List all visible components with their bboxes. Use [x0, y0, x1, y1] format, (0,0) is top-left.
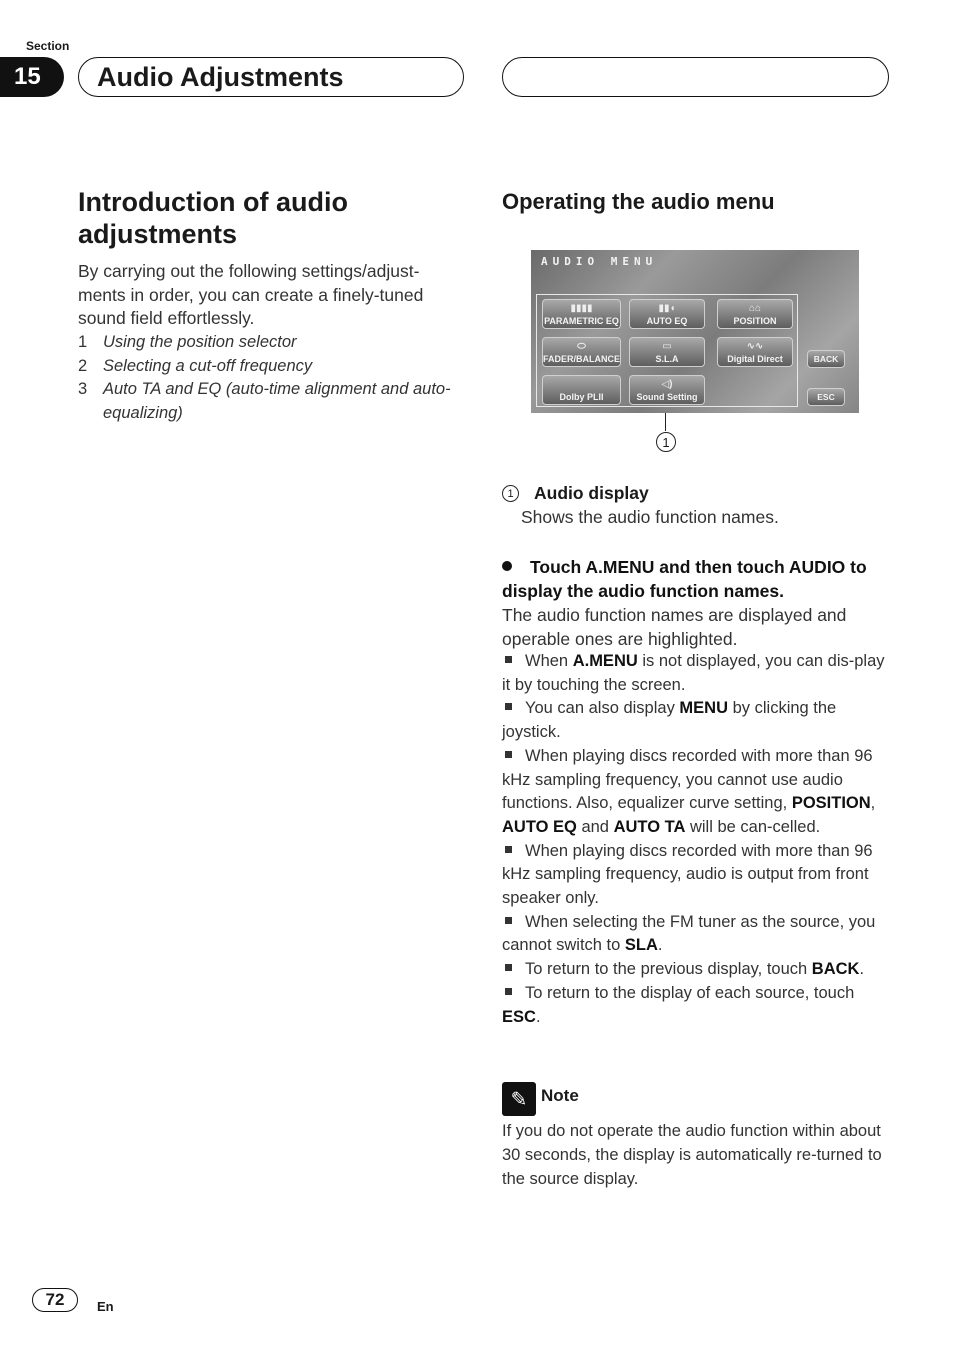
pencil-icon: ✎ — [502, 1082, 536, 1116]
section-number: 15 — [0, 57, 64, 97]
square-bullet-icon — [505, 964, 512, 971]
legend-item — [502, 483, 649, 504]
step-text: Using the position selector — [103, 333, 297, 351]
list-item: When playing discs recorded with more than 96 kHz sampling frequency, you cannot use audio functions. Also, equalizer curve setting, POSITION, AUTO EQ and AUTO TA will be can-celled. — [502, 746, 876, 836]
sla-button[interactable]: ▭ S.L.A — [629, 337, 705, 367]
steps-list — [78, 331, 468, 425]
bullet-list — [502, 650, 892, 1029]
step-text: Auto TA and EQ (auto-time alignment and auto-equalizing) — [103, 380, 451, 422]
page-title: Audio Adjustments — [97, 62, 344, 92]
square-bullet-icon — [505, 751, 512, 758]
back-button[interactable]: BACK — [807, 350, 845, 368]
instruction-block — [502, 555, 890, 651]
step-number: 1 — [78, 333, 88, 351]
wave-icon: ∿∿ — [746, 341, 764, 352]
step-number: 3 — [78, 380, 88, 399]
list-item: You can also display MENU by clicking the joystick. — [502, 699, 837, 742]
intro-heading: Introduction of audio adjustments — [78, 187, 348, 249]
callout-number: 1 — [656, 432, 676, 452]
bullet-dot-icon — [502, 561, 512, 571]
list-item: When playing discs recorded with more than 96 kHz sampling frequency, audio is output from front speaker only. — [502, 841, 873, 908]
level-icon: ▭ — [662, 341, 672, 352]
dolby-pl2-button[interactable]: Dolby PLII — [542, 375, 621, 405]
legend-description: Shows the audio function names. — [521, 507, 779, 527]
step-text: Selecting a cut-off frequency — [103, 356, 313, 375]
callout-line — [665, 413, 666, 431]
note-title: Note — [541, 1086, 579, 1105]
screen-title: AUDIO MENU — [541, 255, 658, 268]
list-item — [78, 378, 468, 425]
seats-icon: ⌂⌂ — [748, 303, 762, 314]
esc-button[interactable]: ESC — [807, 388, 845, 406]
language-code: En — [97, 1299, 114, 1314]
list-item: To return to the previous display, touch BACK. — [502, 958, 892, 982]
list-item: To return to the display of each source, touch ESC. — [502, 983, 855, 1026]
sound-setting-button[interactable]: ◁) Sound Setting — [629, 375, 705, 405]
page-number: 72 — [32, 1288, 78, 1312]
list-item: When selecting the FM tuner as the source, you cannot switch to SLA. — [502, 912, 876, 955]
legend-title: Audio display — [534, 483, 649, 503]
square-bullet-icon — [505, 656, 512, 663]
audio-menu-heading: Operating the audio menu — [502, 189, 775, 214]
auto-eq-button[interactable]: ▮▮◖ AUTO EQ — [629, 299, 705, 329]
list-item — [78, 331, 468, 355]
bars-icon: ▮▮▮▮ — [570, 303, 593, 314]
fader-balance-button[interactable]: ⬭ FADER/BALANCE — [542, 337, 621, 367]
audio-menu-screenshot — [531, 250, 859, 413]
note-body: If you do not operate the audio function within about 30 seconds, the display is automatically re-turned to the source display. — [502, 1122, 882, 1188]
digital-direct-button[interactable]: ∿∿ Digital Direct — [717, 337, 793, 367]
square-bullet-icon — [505, 988, 512, 995]
car-icon: ⬭ — [577, 341, 586, 352]
intro-paragraph: By carrying out the following settings/adjust-ments in order, you can create a finely-tuned sound field effortlessly. — [78, 261, 424, 329]
square-bullet-icon — [505, 703, 512, 710]
header-right-box — [502, 57, 889, 97]
square-bullet-icon — [505, 917, 512, 924]
instruction-body: The audio function names are displayed and operable ones are highlighted. — [502, 605, 847, 649]
list-item: When A.MENU is not displayed, you can dis-play it by touching the screen. — [502, 652, 885, 694]
step-number: 2 — [78, 356, 88, 375]
square-bullet-icon — [505, 846, 512, 853]
position-button[interactable]: ⌂⌂ POSITION — [717, 299, 793, 329]
speaker-icon: ◁) — [661, 379, 673, 390]
auto-eq-icon: ▮▮◖ — [658, 303, 676, 314]
list-item — [78, 355, 468, 379]
parametric-eq-button[interactable]: ▮▮▮▮ PARAMETRIC EQ — [542, 299, 621, 329]
instruction-heading: Touch A.MENU and then touch AUDIO to display the audio function names. — [502, 557, 867, 601]
legend-number: 1 — [502, 485, 519, 502]
section-label: Section — [26, 39, 70, 53]
